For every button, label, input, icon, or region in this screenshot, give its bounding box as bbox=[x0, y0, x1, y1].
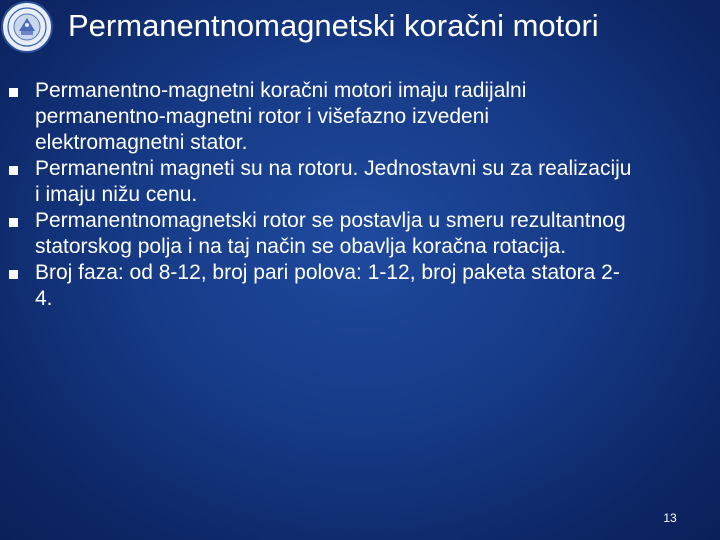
bullet-text: Permanentni magneti su na rotoru. Jednostavni su za realizaciju i imaju nižu cenu. bbox=[35, 157, 632, 206]
slide-title: Permanentnomagnetski koračni motori bbox=[68, 8, 599, 43]
bullet-text: Permanentno-magnetni koračni motori imaju radijalni permanentno-magnetni rotor i višefazno izvedeni elektromagnetni stator. bbox=[35, 79, 527, 154]
bullet-item bbox=[0, 208, 635, 260]
square-bullet-icon bbox=[9, 218, 18, 227]
bullet-text: Broj faza: od 8-12, broj pari polova: 1-12, broj paketa statora 2-4. bbox=[35, 261, 620, 310]
bullet-item bbox=[0, 78, 635, 156]
bullet-list bbox=[0, 78, 700, 312]
bullet-text: Permanentnomagnetski rotor se postavlja u smeru rezultantnog statorskog polja i na taj način se obavlja koračna rotacija. bbox=[35, 209, 626, 258]
square-bullet-icon bbox=[9, 270, 18, 279]
bullet-item bbox=[0, 156, 635, 208]
square-bullet-icon bbox=[9, 166, 18, 175]
bullet-item bbox=[0, 260, 635, 312]
university-seal-logo bbox=[0, 0, 54, 54]
square-bullet-icon bbox=[9, 88, 18, 97]
page-number: 13 bbox=[663, 511, 677, 525]
